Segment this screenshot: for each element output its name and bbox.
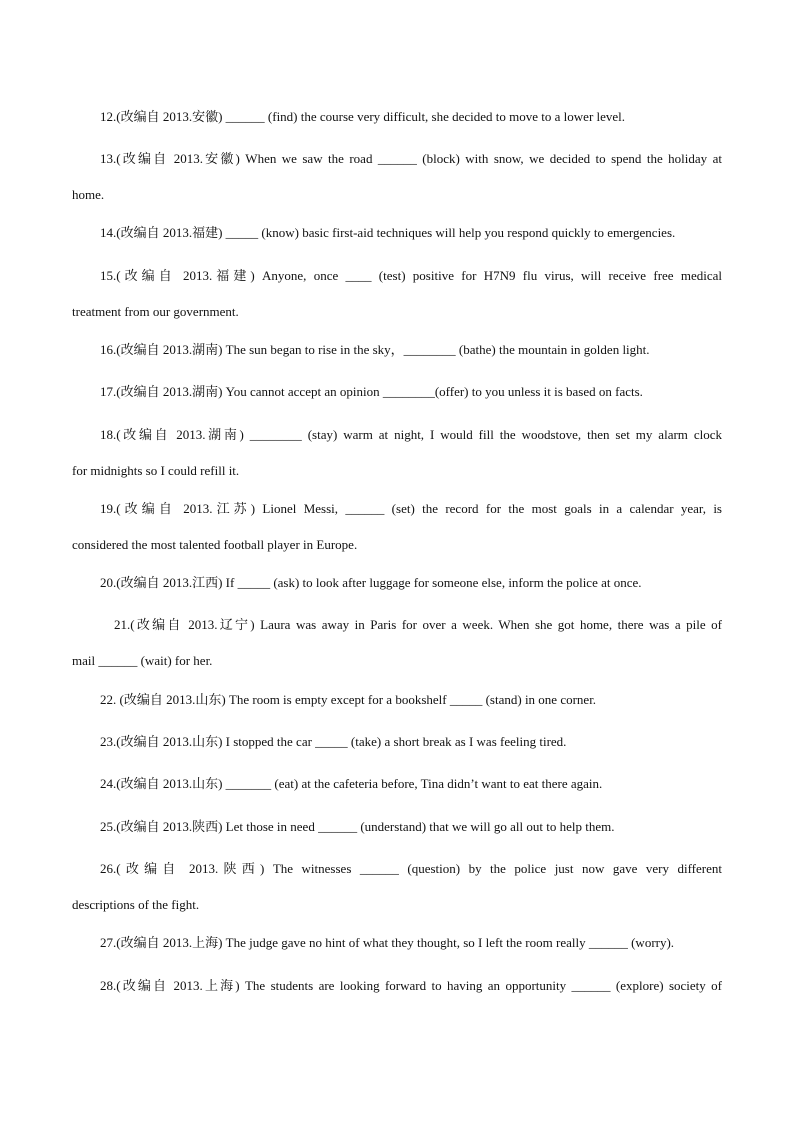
question-text: 12.(改编自 2013.安徽) ______ (find) the course very difficult, she decided to move to a lower level.	[100, 109, 626, 124]
question-text: 24.(改编自 2013.山东) _______ (eat) at the cafeteria before, Tina didn’t want to eat there again.	[100, 776, 603, 791]
question-text: 20.(改编自 2013.江西) If _____ (ask) to look after luggage for someone else, inform the police at once.	[100, 575, 642, 590]
question-text: 17.(改编自 2013.湖南) You cannot accept an opinion ________(offer) to you unless it is based on facts.	[100, 384, 643, 399]
question-text: 25.(改编自 2013.陕西) Let those in need ______ (understand) that we will go all out to help them.	[100, 819, 615, 834]
question-20	[72, 565, 722, 601]
question-text: 15.(改编自 2013.福建) Anyone, once ____ (test) positive for H7N9 flu virus, will receive free medical	[100, 268, 722, 283]
question-25	[72, 809, 722, 845]
question-17	[72, 374, 722, 410]
question-text: 14.(改编自 2013.福建) _____ (know) basic first-aid techniques will help you respond quickly to emergencies.	[100, 225, 676, 240]
question-12	[72, 99, 722, 135]
question-16	[72, 332, 722, 368]
question-text: 28.(改编自 2013.上海) The students are looking forward to having an opportunity ______ (explore) society of	[100, 978, 722, 993]
question-text: 23.(改编自 2013.山东) I stopped the car _____ (take) a short break as I was feeling tired.	[100, 734, 567, 749]
question-text: 16.(改编自 2013.湖南) The sun began to rise in the sky，________ (bathe) the mountain in golden light.	[100, 342, 650, 357]
question-21	[72, 607, 722, 679]
question-15	[72, 258, 722, 330]
question-23	[72, 724, 722, 760]
question-continuation: considered the most talented football player in Europe.	[72, 537, 358, 552]
question-continuation: home.	[72, 187, 105, 202]
question-continuation: treatment from our government.	[72, 304, 239, 319]
question-28	[72, 968, 722, 1004]
question-22	[72, 682, 722, 718]
question-26	[72, 851, 722, 923]
question-18	[72, 417, 722, 489]
question-14	[72, 215, 722, 251]
question-27	[72, 925, 722, 961]
question-text: 13.(改编自 2013.安徽) When we saw the road ______ (block) with snow, we decided to spend the holiday at	[100, 151, 722, 166]
question-19	[72, 491, 722, 563]
question-text: 26.(改编自 2013.陕西) The witnesses ______ (question) by the police just now gave very different	[100, 861, 722, 876]
question-13	[72, 141, 722, 213]
question-text: 19.(改编自 2013.江苏) Lionel Messi, ______ (set) the record for the most goals in a calendar year, is	[100, 501, 722, 516]
question-text: 21.(改编自 2013.辽宁) Laura was away in Paris for over a week. When she got home, there was a pile of	[114, 617, 722, 632]
question-text: 18.(改编自 2013.湖南) ________ (stay) warm at night, I would fill the woodstove, then set my alarm clock	[100, 427, 722, 442]
question-24	[72, 766, 722, 802]
question-continuation: descriptions of the fight.	[72, 897, 200, 912]
question-text: 22. (改编自 2013.山东) The room is empty except for a bookshelf _____ (stand) in one corner.	[100, 692, 597, 707]
question-continuation: mail ______ (wait) for her.	[72, 653, 213, 668]
question-text: 27.(改编自 2013.上海) The judge gave no hint of what they thought, so I left the room really ______ (worry).	[100, 935, 675, 950]
question-continuation: for midnights so I could refill it.	[72, 463, 240, 478]
